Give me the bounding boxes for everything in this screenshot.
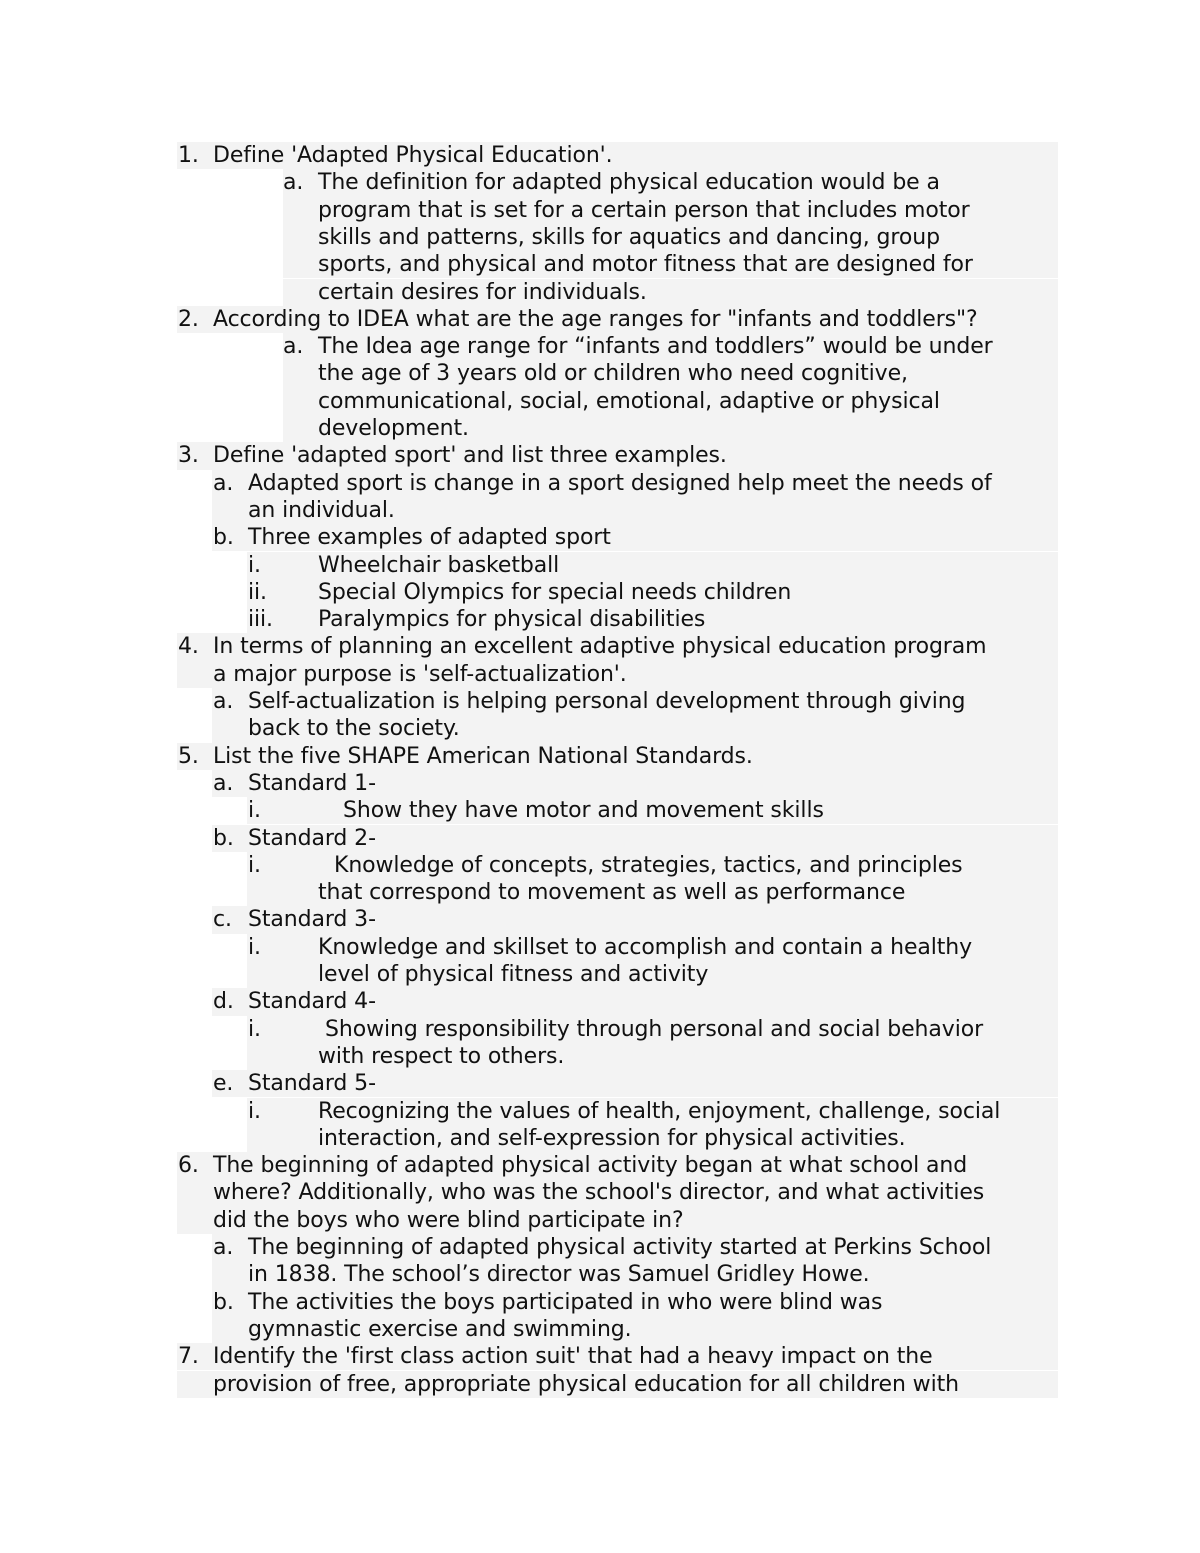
continuation-line	[283, 197, 1058, 224]
line-text: According to IDEA what are the age ranges for "infants and toddlers"?	[213, 306, 978, 332]
continuation-line	[177, 1179, 1058, 1206]
line-text: In terms of planning an excellent adaptive physical education program	[213, 634, 987, 660]
continuation-line	[212, 1261, 1058, 1288]
answer-line	[247, 934, 1058, 961]
list-marker: i.	[248, 552, 261, 578]
line-text: List the five SHAPE American National Standards.	[213, 743, 753, 769]
line-text: The activities the boys participated in who were blind was	[248, 1289, 883, 1315]
line-text: Standard 2-	[248, 825, 376, 851]
continuation-line	[247, 879, 1058, 906]
answer-line	[212, 1289, 1058, 1316]
answer-line	[212, 770, 1058, 797]
line-text: gymnastic exercise and swimming.	[248, 1316, 632, 1342]
list-marker: a.	[213, 470, 234, 496]
answer-line	[212, 988, 1058, 1015]
list-marker: a.	[213, 1235, 234, 1260]
answer-line	[212, 524, 1058, 551]
line-text: sports, and physical and motor fitness that are designed for	[318, 252, 973, 278]
line-text: Standard 4-	[248, 989, 376, 1015]
line-text: Standard 5-	[248, 1071, 376, 1097]
question-line	[177, 1152, 1058, 1179]
continuation-line	[177, 661, 1058, 688]
list-marker: d.	[213, 989, 234, 1015]
question-line	[177, 743, 1058, 770]
list-marker: 2.	[178, 306, 199, 332]
line-text: Knowledge and skillset to accomplish and contain a healthy	[318, 934, 973, 960]
line-text: Knowledge of concepts, strategies, tactics, and principles	[334, 852, 963, 878]
list-marker: 7.	[178, 1344, 199, 1370]
continuation-line	[283, 415, 1058, 442]
answer-line	[283, 333, 1058, 360]
line-text: The Idea age range for “infants and toddlers” would be under	[318, 334, 993, 360]
line-text: Wheelchair basketball	[318, 552, 560, 578]
continuation-line	[212, 1316, 1058, 1343]
answer-line	[212, 688, 1058, 715]
line-text: the age of 3 years old or children who need cognitive,	[318, 361, 908, 387]
list-marker: i.	[248, 934, 261, 960]
list-marker: a.	[283, 170, 304, 196]
line-text: Paralympics for physical disabilities	[318, 607, 706, 633]
question-line	[177, 633, 1058, 660]
line-text: an individual.	[248, 497, 395, 523]
line-text: The definition for adapted physical education would be a	[318, 170, 940, 196]
answer-line	[212, 825, 1058, 852]
answer-line	[212, 1234, 1058, 1261]
answer-line	[212, 470, 1058, 497]
line-text: Define 'adapted sport' and list three examples.	[213, 443, 727, 469]
continuation-line	[283, 388, 1058, 415]
list-marker: b.	[213, 1289, 234, 1315]
answer-line	[247, 552, 1058, 579]
answer-line	[247, 797, 1058, 824]
question-line	[177, 1343, 1058, 1370]
list-marker: 4.	[178, 634, 199, 660]
answer-line	[247, 579, 1058, 606]
continuation-line	[177, 1371, 1058, 1398]
list-marker: 3.	[178, 443, 199, 469]
list-marker: a.	[213, 770, 234, 796]
answer-line	[247, 1016, 1058, 1043]
line-text: in 1838. The school’s director was Samuel Gridley Howe.	[248, 1262, 870, 1288]
line-text: that correspond to movement as well as performance	[318, 880, 906, 906]
line-text: The beginning of adapted physical activity started at Perkins School	[248, 1235, 992, 1260]
continuation-line	[283, 251, 1058, 278]
line-text: Standard 3-	[248, 907, 376, 933]
list-marker: 5.	[178, 743, 199, 769]
list-marker: ii.	[248, 579, 267, 605]
line-text: development.	[318, 416, 469, 441]
line-text: interaction, and self-expression for physical activities.	[318, 1125, 906, 1151]
line-text: Define 'Adapted Physical Education'.	[213, 143, 613, 168]
answer-line	[247, 852, 1058, 879]
line-text: Adapted sport is change in a sport designed help meet the needs of	[248, 470, 992, 496]
line-text: certain desires for individuals.	[318, 279, 647, 305]
answer-line	[247, 606, 1058, 633]
line-text: level of physical fitness and activity	[318, 962, 709, 987]
continuation-line	[247, 1043, 1058, 1070]
list-marker: a.	[213, 689, 234, 714]
list-marker: c.	[213, 907, 232, 933]
continuation-line	[212, 715, 1058, 742]
line-text: with respect to others.	[318, 1043, 565, 1069]
line-text: Show they have motor and movement skills	[343, 798, 824, 824]
list-marker: b.	[213, 525, 234, 551]
line-text: Identify the 'first class action suit' that had a heavy impact on the	[213, 1344, 933, 1370]
list-marker: a.	[283, 334, 304, 360]
list-marker: i.	[248, 852, 261, 878]
line-text: Standard 1-	[248, 770, 376, 796]
continuation-line	[283, 360, 1058, 387]
line-text: Showing responsibility through personal and social behavior	[325, 1016, 984, 1042]
line-text: provision of free, appropriate physical education for all children with	[213, 1371, 959, 1397]
list-marker: b.	[213, 825, 234, 851]
line-text: communicational, social, emotional, adaptive or physical	[318, 388, 940, 414]
line-text: program that is set for a certain person that includes motor	[318, 197, 970, 223]
line-text: where? Additionally, who was the school's director, and what activities	[213, 1180, 985, 1206]
list-marker: i.	[248, 1098, 261, 1124]
list-marker: 1.	[178, 143, 199, 168]
line-text: Special Olympics for special needs children	[318, 579, 792, 605]
question-line	[177, 306, 1058, 333]
continuation-line	[212, 497, 1058, 524]
list-marker: i.	[248, 1016, 261, 1042]
answer-line	[212, 906, 1058, 933]
continuation-line	[247, 961, 1058, 988]
answer-line	[212, 1070, 1058, 1097]
continuation-line	[283, 224, 1058, 251]
line-text: Recognizing the values of health, enjoyment, challenge, social	[318, 1098, 1001, 1124]
line-text: back to the society.	[248, 716, 460, 742]
answer-line	[247, 1098, 1058, 1125]
question-line	[177, 442, 1058, 469]
line-text: did the boys who were blind participate in?	[213, 1207, 684, 1233]
line-text: Self-actualization is helping personal development through giving	[248, 689, 966, 714]
line-text: Three examples of adapted sport	[248, 525, 611, 551]
line-text: skills and patterns, skills for aquatics and dancing, group	[318, 224, 940, 250]
answer-line	[283, 169, 1058, 196]
line-text: a major purpose is 'self-actualization'.	[213, 661, 627, 687]
list-marker: e.	[213, 1071, 234, 1097]
continuation-line	[283, 279, 1058, 306]
list-marker: 6.	[178, 1153, 199, 1179]
question-line	[177, 142, 1058, 169]
continuation-line	[247, 1125, 1058, 1152]
line-text: The beginning of adapted physical activity began at what school and	[213, 1153, 968, 1179]
list-marker: iii.	[248, 607, 273, 633]
list-marker: i.	[248, 798, 261, 824]
continuation-line	[177, 1207, 1058, 1234]
